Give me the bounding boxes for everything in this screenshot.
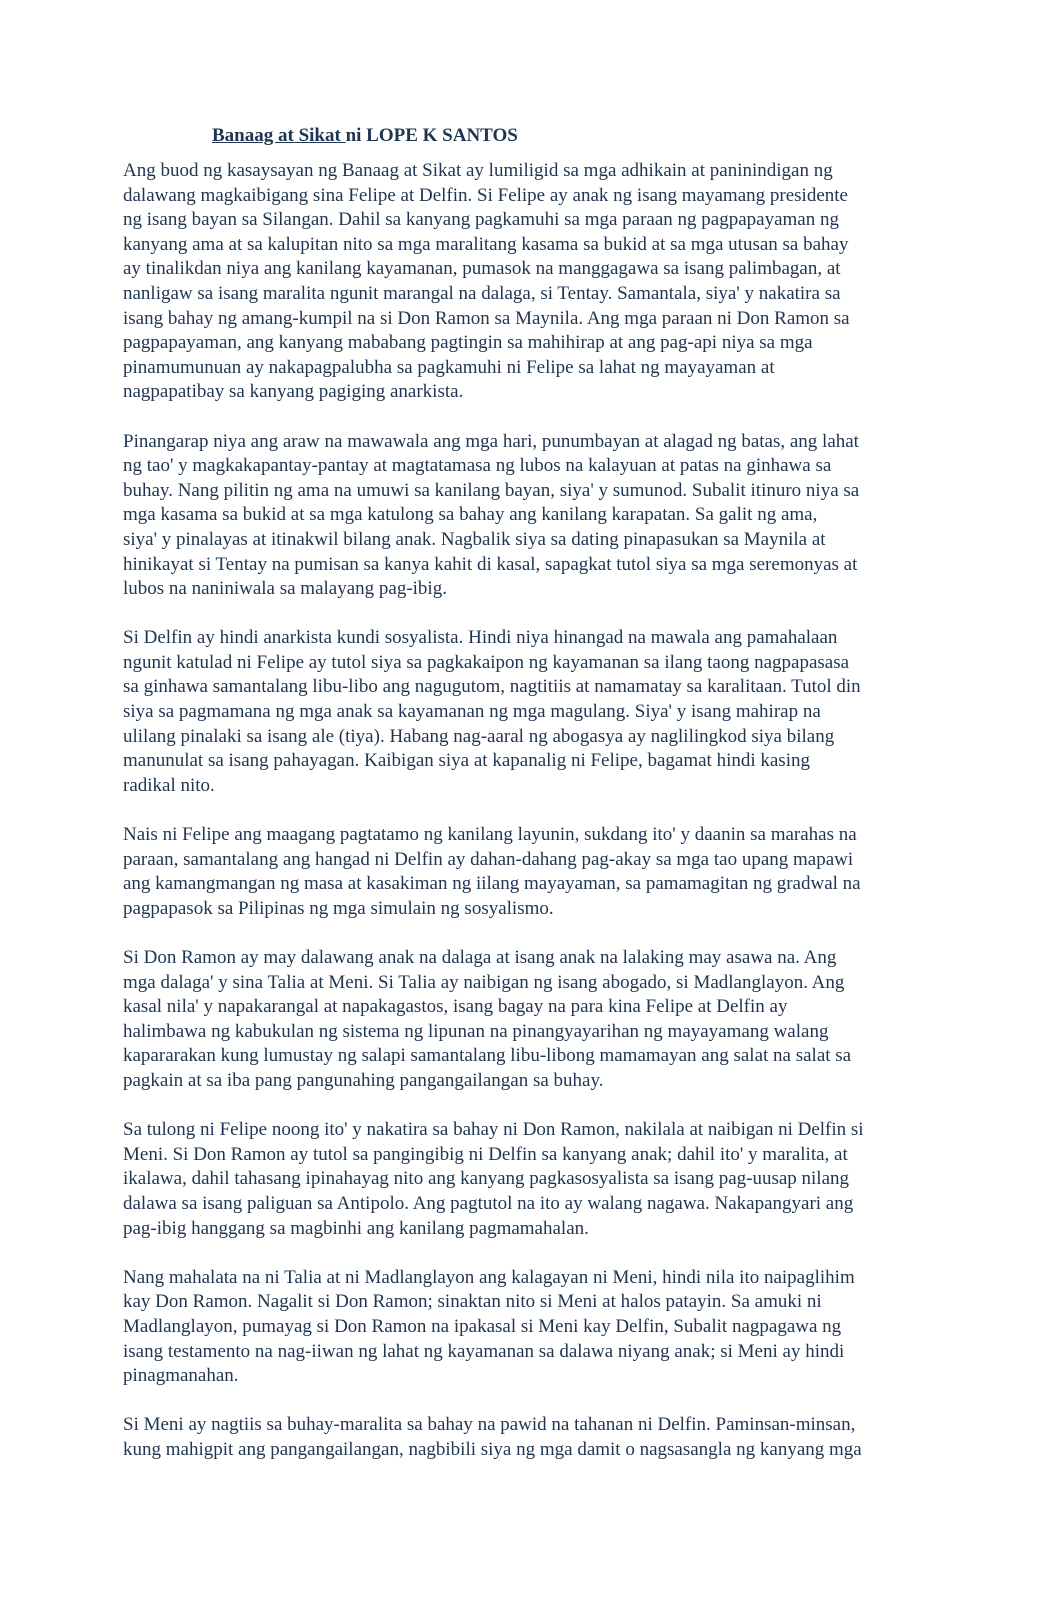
paragraph xyxy=(123,626,933,798)
text-line: Nais ni Felipe ang maagang pagtatamo ng kanilang layunin, sukdang ito' y daanin sa marahas na xyxy=(123,824,857,846)
text-line: kanyang ama at sa kalupitan nito sa mga maralitang kasama sa bukid at sa mga utusan sa bahay xyxy=(123,233,849,255)
text-line: nagpapatibay sa kanyang pagiging anarkista. xyxy=(123,381,464,403)
text-line: Si Don Ramon ay may dalawang anak na dalaga at isang anak na lalaking may asawa na. Ang xyxy=(123,947,837,968)
text-line: mga dalaga' y sina Talia at Meni. Si Talia ay naibigan ng isang abogado, si Madlanglayon. Ang xyxy=(123,971,845,993)
paragraph xyxy=(123,1266,933,1389)
text-line: isang bahay ng amang-kumpil na si Don Ramon sa Maynila. Ang mga paraan ni Don Ramon sa xyxy=(123,307,850,329)
document-title-main: Banaag at Sikat xyxy=(212,125,346,146)
paragraph xyxy=(123,823,933,921)
document-body xyxy=(123,159,933,1487)
text-line: ng isang bayan sa Silangan. Dahil sa kanyang pagkamuhi sa mga paraan ng pagpapayaman ng xyxy=(123,209,839,231)
text-line: siya sa pagmamana ng mga anak sa kayamanan ng mga magulang. Siya' y isang mahirap na xyxy=(123,701,821,723)
paragraph xyxy=(123,430,933,602)
text-line: Nang mahalata na ni Talia at ni Madlanglayon ang kalagayan ni Meni, hindi nila ito naipaglihim xyxy=(123,1266,855,1288)
text-line: Si Delfin ay hindi anarkista kundi sosyalista. Hindi niya hinangad na mawala ang pamahalaan xyxy=(123,627,838,649)
text-line: paraan, samantalang ang hangad ni Delfin ay dahan-dahang pag-akay sa mga tao upang mapawi xyxy=(123,848,854,870)
text-line: Meni. Si Don Ramon ay tutol sa pangingibig ni Delfin sa kanyang anak; dahil ito' y maralita, at xyxy=(123,1143,848,1165)
text-line: pagkain at sa iba pang pangunahing pangangailangan sa buhay. xyxy=(123,1069,604,1091)
text-line: ay tinalikdan niya ang kanilang kayamanan, pumasok na manggagawa sa isang palimbagan, at xyxy=(123,258,841,280)
text-line: Pinangarap niya ang araw na mawawala ang mga hari, punumbayan at alagad ng batas, ang lahat xyxy=(123,430,859,452)
text-line: halimbawa ng kabukulan ng sistema ng lipunan na pinangyayarihan ng mayayamang walang xyxy=(123,1020,829,1042)
text-line: Madlanglayon, pumayag si Don Ramon na ipakasal si Meni kay Delfin, Subalit nagpagawa ng xyxy=(123,1315,842,1337)
text-line: ng tao' y magkakapantay-pantay at magtatamasa ng lubos na kalayuan at patas na ginhawa sa xyxy=(123,455,832,477)
text-line: pinagmanahan. xyxy=(123,1365,239,1387)
paragraph xyxy=(123,159,933,405)
document-title-author: ni LOPE K SANTOS xyxy=(345,125,518,146)
text-line: hinikayat si Tentay na pumisan sa kanya kahit di kasal, sapagkat tutol siya sa mga seremonyas at xyxy=(123,553,858,575)
text-line: isang testamento na nag-iiwan ng lahat ng kayamanan sa dalawa niyang anak; si Meni ay hindi xyxy=(123,1340,845,1362)
text-line: pagpapasok sa Pilipinas ng mga simulain ng sosyalismo. xyxy=(123,897,554,919)
text-line: manunulat sa isang pahayagan. Kaibigan siya at kapanalig ni Felipe, bagamat hindi kasing xyxy=(123,750,810,772)
text-line: pag-ibig hanggang sa magbinhi ang kanilang pagmamahalan. xyxy=(123,1217,589,1239)
document-title xyxy=(212,124,518,148)
text-line: radikal nito. xyxy=(123,774,215,796)
paragraph xyxy=(123,1413,933,1462)
text-line: pinamumunuan ay nakapagpalubha sa pagkamuhi ni Felipe sa lahat ng mayayaman at xyxy=(123,356,775,378)
text-line: sa ginhawa samantalang libu-libo ang nagugutom, nagtitiis at namamatay sa karalitaan. Tutol din xyxy=(123,676,861,698)
text-line: mga kasama sa bukid at sa mga katulong sa bahay ang kanilang karapatan. Sa galit ng ama, xyxy=(123,504,818,526)
text-line: ulilang pinalaki sa isang ale (tiya). Habang nag-aaral ng abogasya ay naglilingkod siya bilang xyxy=(123,725,835,747)
text-line: dalawa sa isang paliguan sa Antipolo. Ang pagtutol na ito ay walang nagawa. Nakapangyari ang xyxy=(123,1192,854,1214)
text-line: Ang buod ng kasaysayan ng Banaag at Sikat ay lumiligid sa mga adhikain at paninindigan ng xyxy=(123,160,833,181)
text-line: kung mahigpit ang pangangailangan, nagbibili siya ng mga damit o nagsasangla ng kanyang mga xyxy=(123,1438,862,1460)
text-line: pagpapayaman, ang kanyang mababang pagtingin sa mahihirap at ang pag-api niya sa mga xyxy=(123,332,813,354)
text-line: siya' y pinalayas at itinakwil bilang anak. Nagbalik siya sa dating pinapasukan sa Maynila at xyxy=(123,528,826,550)
paragraph xyxy=(123,1118,933,1241)
text-line: ang kamangmangan ng masa at kasakiman ng iilang mayayaman, sa pamamagitan ng gradwal na xyxy=(123,873,861,895)
text-line: kay Don Ramon. Nagalit si Don Ramon; sinaktan nito si Meni at halos patayin. Sa amuki ni xyxy=(123,1291,822,1313)
text-line: ngunit katulad ni Felipe ay tutol siya sa pagkakaipon ng kayamanan sa ilang taong nagpapasasa xyxy=(123,651,850,673)
text-line: dalawang magkaibigang sina Felipe at Delfin. Si Felipe ay anak ng isang mayamang presidente xyxy=(123,184,848,206)
text-line: kasal nila' y napakarangal at napakagastos, isang bagay na para kina Felipe at Delfin ay xyxy=(123,996,788,1018)
paragraph xyxy=(123,946,933,1094)
text-line: Si Meni ay nagtiis sa buhay-maralita sa bahay na pawid na tahanan ni Delfin. Paminsan-minsan, xyxy=(123,1414,856,1436)
text-line: buhay. Nang pilitin ng ama na umuwi sa kanilang bayan, siya' y sumunod. Subalit itinuro niya sa xyxy=(123,479,860,501)
text-line: nanligaw sa isang maralita ngunit marangal na dalaga, si Tentay. Samantala, siya' y nakatira sa xyxy=(123,282,841,304)
text-line: ikalawa, dahil tahasang ipinahayag nito ang kanyang pagkasosyalista sa isang pag-uusap nilang xyxy=(123,1168,850,1190)
text-line: Sa tulong ni Felipe noong ito' y nakatira sa bahay ni Don Ramon, nakilala at naibigan ni Delfin si xyxy=(123,1119,864,1141)
text-line: kapararakan kung lumustay ng salapi samantalang libu-libong mamamayan ang salat na salat sa xyxy=(123,1045,852,1067)
text-line: lubos na naniniwala sa malayang pag-ibig. xyxy=(123,578,447,600)
